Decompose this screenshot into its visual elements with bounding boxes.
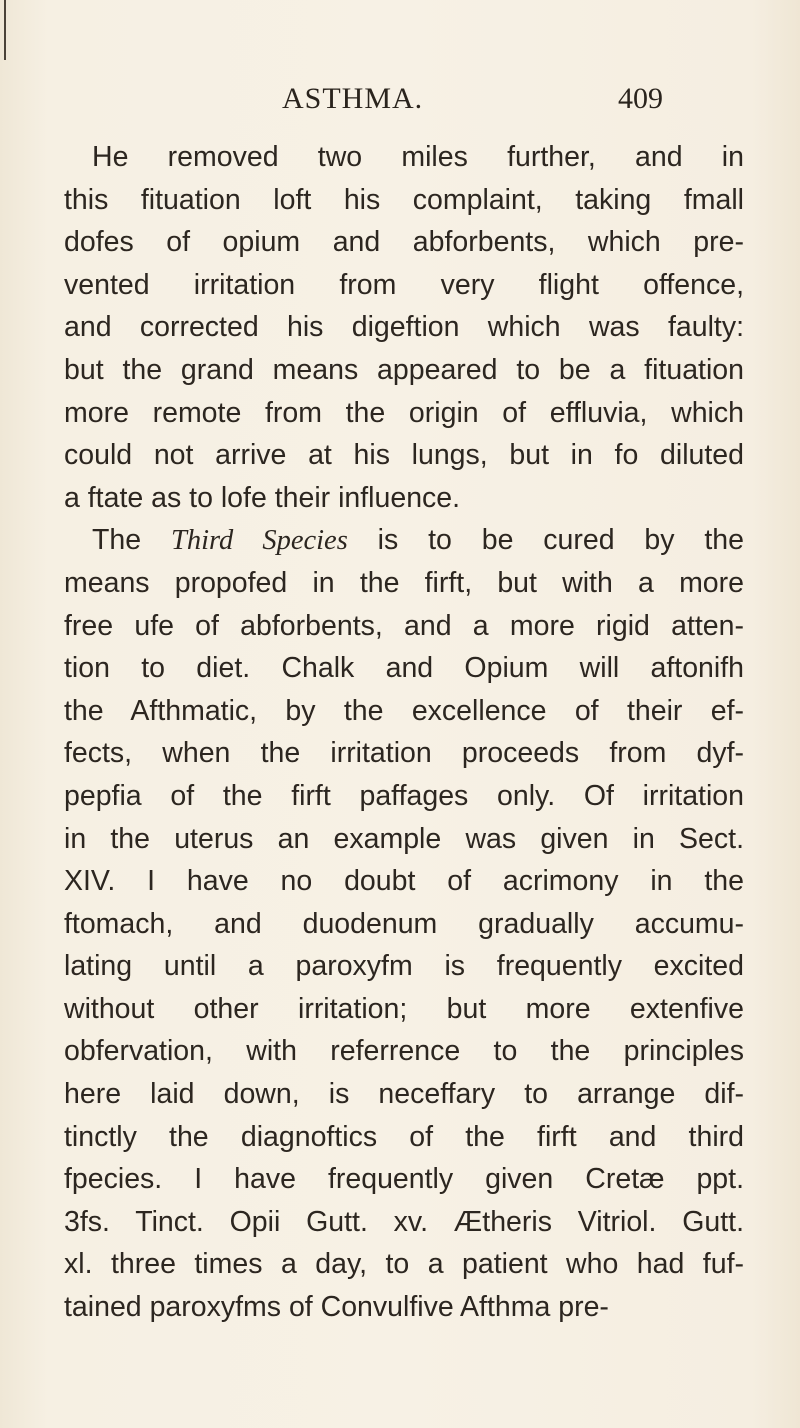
text-line: 3fs. Tinct. Opii Gutt. xv. Ætheris Vitriol. Gutt.	[64, 1205, 744, 1238]
binding-edge	[4, 0, 6, 60]
text-line: pepfia of the firft paffages only. Of irritation	[64, 779, 744, 812]
text-line: here laid down, is neceffary to arrange dif-	[64, 1078, 744, 1111]
text-line: obfervation, with referrence to the principles	[64, 1035, 744, 1068]
text-line: in the uterus an example was given in Sect.	[64, 822, 744, 855]
text-line: tained paroxyfms of Convulfive Afthma pre-	[64, 1291, 609, 1324]
text-line: ftomach, and duodenum gradually accumu-	[64, 907, 744, 940]
page-number: 409	[618, 82, 663, 115]
text-line: without other irritation; but more extenfive	[64, 992, 744, 1025]
text-line: fpecies. I have frequently given Cretæ ppt.	[64, 1163, 744, 1196]
paragraph	[64, 136, 744, 519]
text-line: but the grand means appeared to be a fituation	[64, 353, 744, 386]
text-line: this fituation loft his complaint, taking fmall	[64, 183, 744, 216]
text-line: more remote from the origin of effluvia, which	[64, 396, 744, 429]
text-line: the Afthmatic, by the excellence of their ef-	[64, 694, 744, 727]
text-line: a ftate as to lofe their influence.	[64, 481, 461, 514]
italic-phrase: Third Species	[170, 525, 348, 557]
text-line: The Third Species is to be cured by the	[92, 524, 744, 557]
text-line: tion to diet. Chalk and Opium will aftonifh	[64, 652, 744, 685]
page-header	[0, 82, 800, 122]
text-line: XIV. I have no doubt of acrimony in the	[64, 865, 744, 898]
text-line: and corrected his digeftion which was faulty:	[64, 311, 744, 344]
paragraph	[64, 519, 744, 1328]
text-line: lating until a paroxyfm is frequently excited	[64, 950, 744, 983]
text-line: vented irritation from very flight offence,	[64, 268, 744, 301]
text-line: fects, when the irritation proceeds from dyf-	[64, 737, 744, 770]
text-line: dofes of opium and abforbents, which pre-	[64, 226, 744, 259]
body-text	[64, 136, 744, 1329]
text-line: tinctly the diagnoftics of the firft and third	[64, 1120, 744, 1153]
running-title: ASTHMA.	[282, 82, 424, 115]
text-line: free ufe of abforbents, and a more rigid atten-	[64, 609, 744, 642]
text-line: means propofed in the firft, but with a more	[64, 566, 744, 599]
text-line: xl. three times a day, to a patient who had fuf-	[64, 1248, 744, 1281]
text-line: He removed two miles further, and in	[92, 141, 744, 173]
text-line: could not arrive at his lungs, but in fo diluted	[64, 439, 744, 472]
